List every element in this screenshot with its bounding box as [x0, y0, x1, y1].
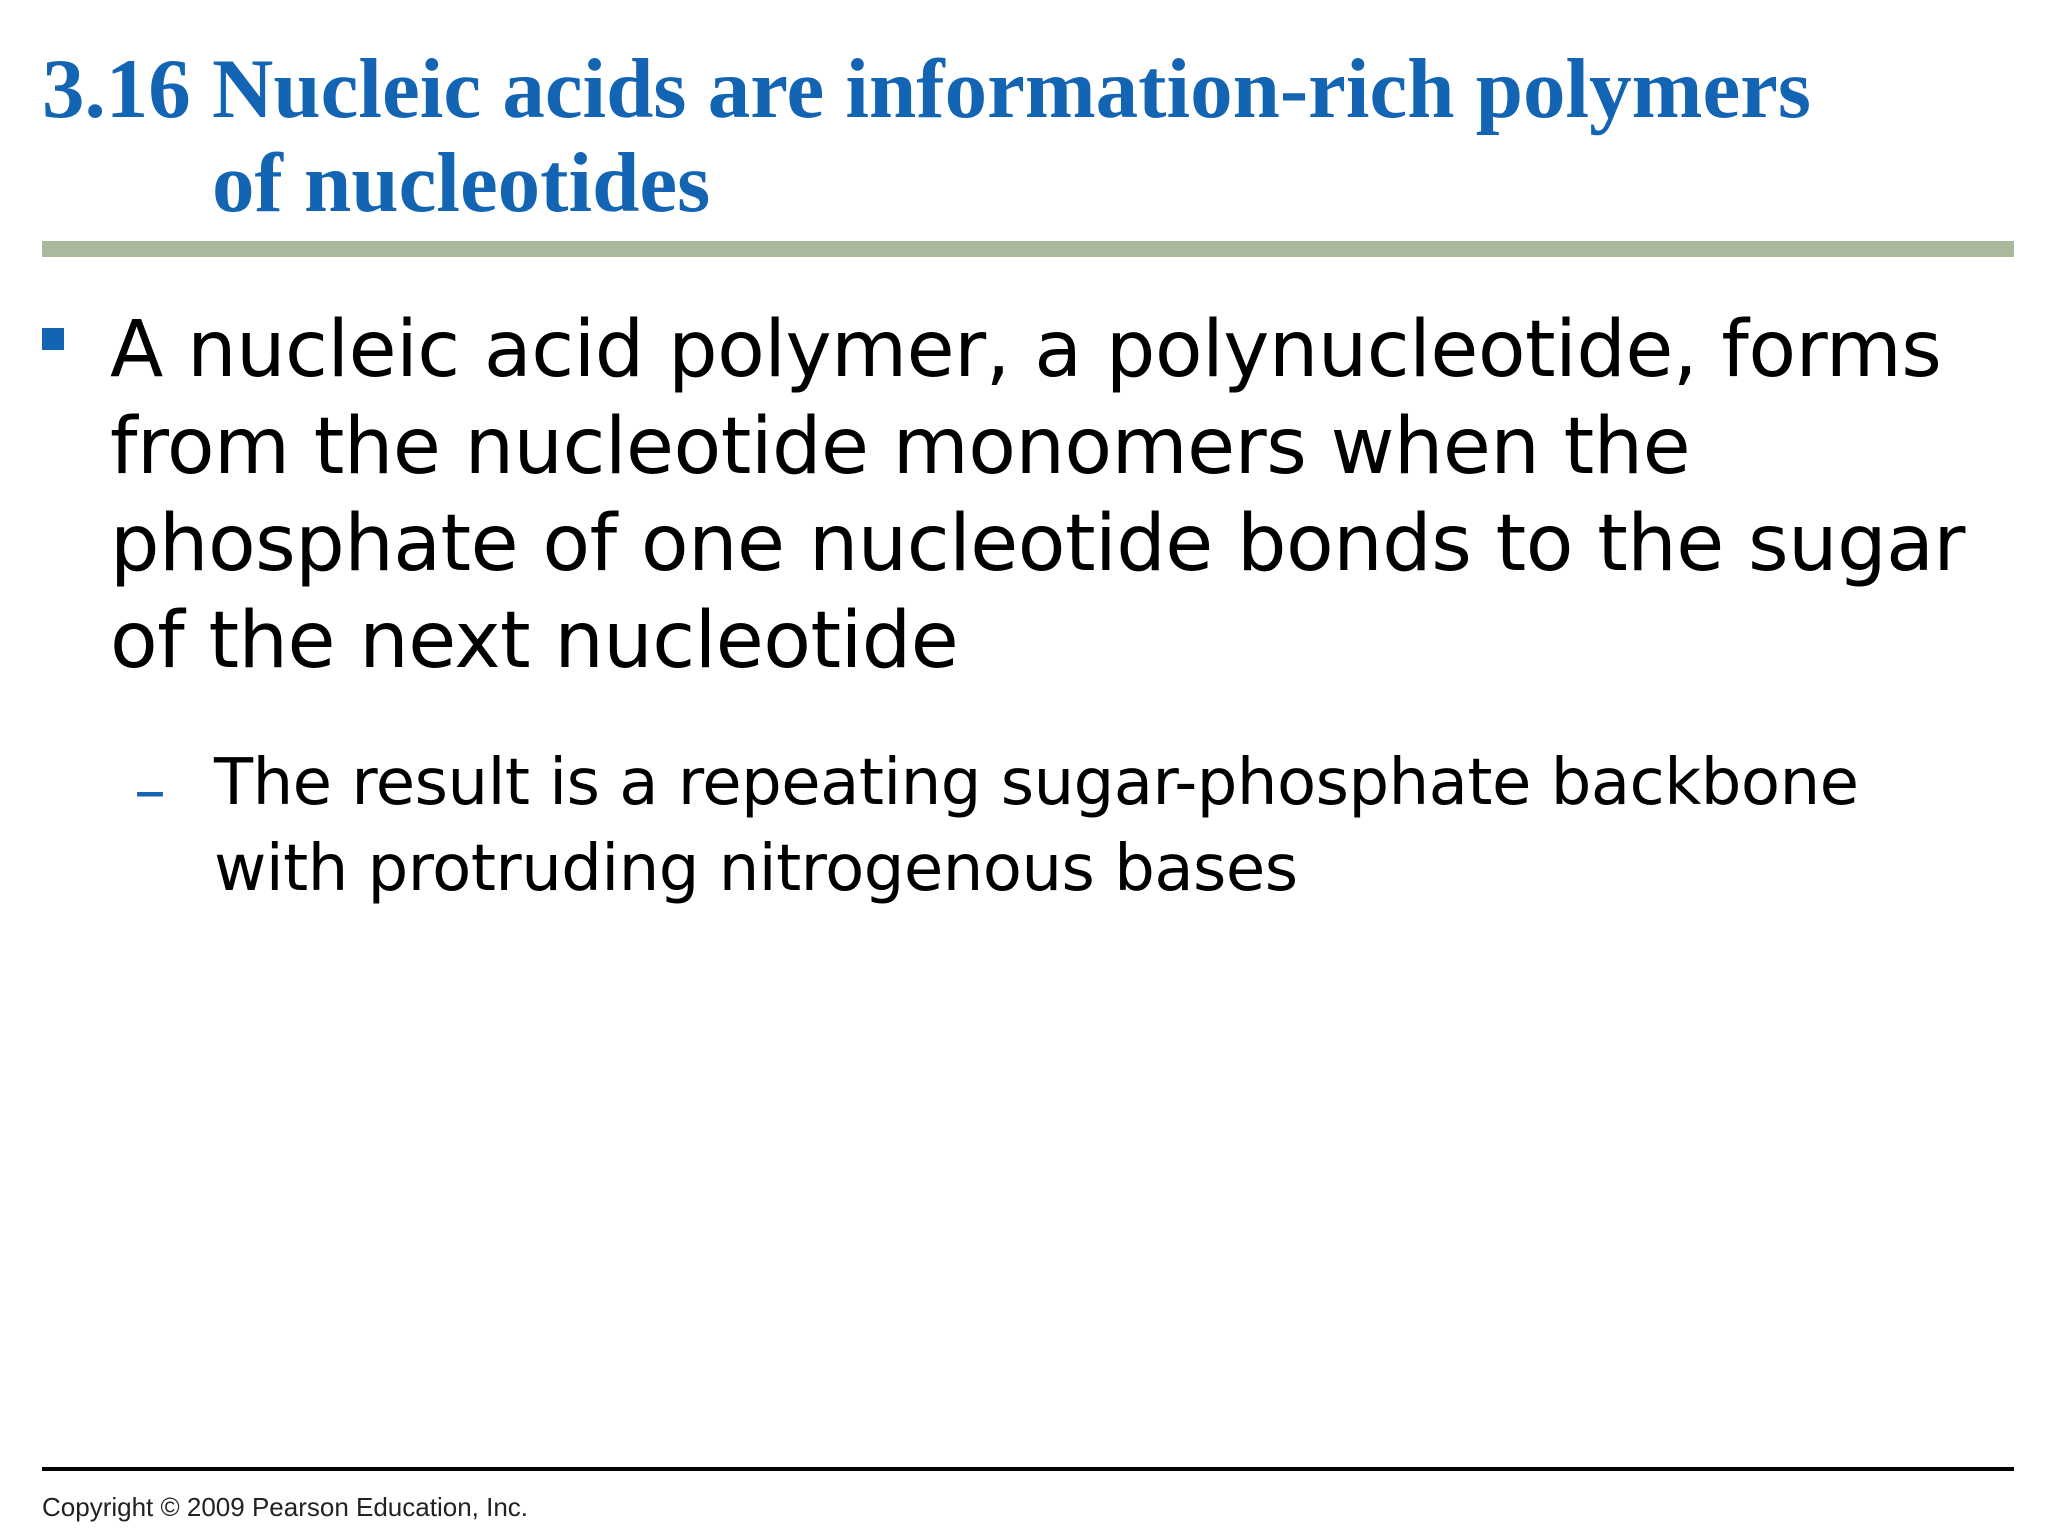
footer-divider — [42, 1467, 2014, 1471]
bullet-square-icon — [42, 328, 64, 350]
sub-bullet-text: The result is a repeating sugar-phosphate backbone with protruding nitrogenous bases — [214, 746, 1859, 906]
title-divider — [42, 241, 2014, 257]
copyright-notice: Copyright © 2009 Pearson Education, Inc. — [42, 1492, 529, 1522]
slide-title — [42, 42, 2022, 230]
sub-bullet-dash-icon: – — [134, 754, 166, 828]
slide-title-line-1: 3.16 Nucleic acids are information-rich polymers — [42, 42, 1811, 136]
slide-title-line-2: of nucleotides — [212, 136, 711, 230]
bullet-text: A nucleic acid polymer, a polynucleotide, forms from the nucleotide monomers when the phosphate of one nucleotide bonds to the sugar of the next nucleotide — [110, 305, 1965, 686]
